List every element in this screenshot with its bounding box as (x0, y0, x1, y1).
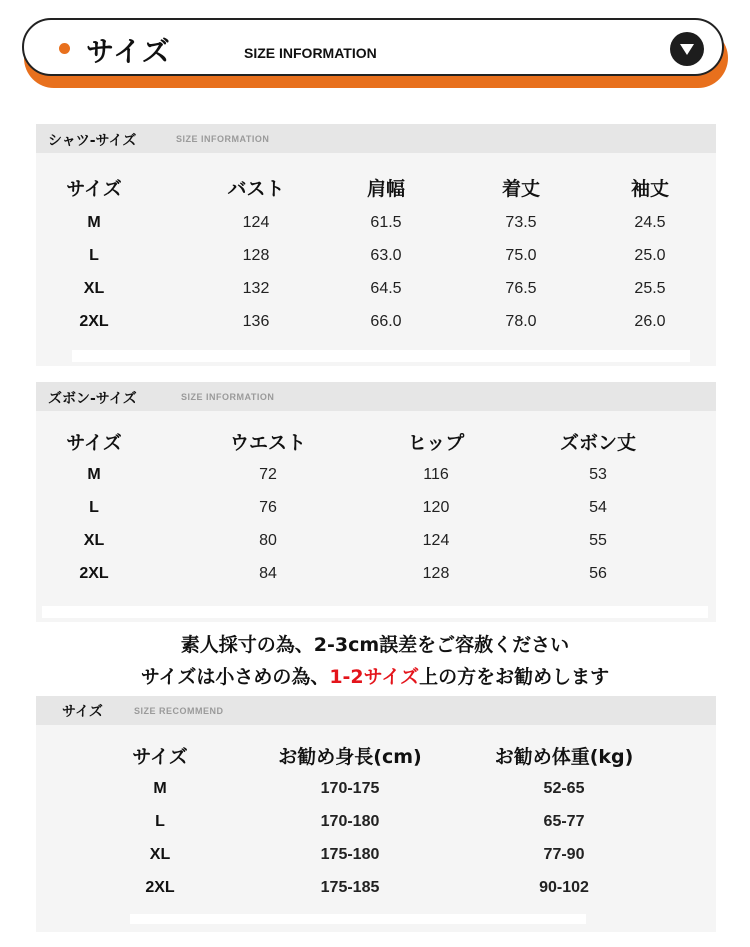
size-label: L (89, 499, 99, 516)
table-cell: 170-175 (320, 780, 380, 797)
panel-title: シャツ-サイズ (48, 133, 137, 149)
table-cell: 76.5 (505, 280, 537, 297)
panel-title-bar (36, 124, 716, 153)
table-cell: 175-185 (320, 879, 380, 896)
table-cell: 65-77 (543, 813, 585, 830)
panel-title-bar (36, 696, 716, 725)
table-cell: 170-180 (320, 813, 380, 830)
table-cell: 55 (589, 532, 607, 549)
size-label: L (89, 247, 99, 264)
divider (72, 350, 690, 362)
table-cell: 78.0 (505, 313, 537, 330)
table-cell: 26.0 (634, 313, 666, 330)
chevron-down-button[interactable] (670, 32, 704, 66)
panel-info: SIZE INFORMATION (176, 134, 270, 144)
column-header: バスト (227, 178, 285, 200)
table-cell: 25.0 (634, 247, 666, 264)
column-header: サイズ (66, 432, 122, 454)
size-label: 2XL (79, 313, 109, 330)
note-text: 上の方をお勧めします (419, 666, 610, 688)
panel-info: SIZE INFORMATION (181, 392, 275, 402)
table-cell: 128 (242, 247, 270, 264)
table-cell: 73.5 (505, 214, 537, 231)
column-header: ズボン丈 (559, 432, 637, 454)
header-subtitle: SIZE INFORMATION (244, 45, 377, 61)
table-cell: 64.5 (370, 280, 402, 297)
table-cell: 56 (589, 565, 607, 582)
table-cell: 116 (423, 466, 449, 483)
table-cell: 80 (259, 532, 277, 549)
column-header: ヒップ (407, 432, 465, 454)
size-label: 2XL (79, 565, 109, 582)
column-header: サイズ (66, 178, 122, 200)
chevron-down-icon (670, 32, 704, 66)
table-cell: 124 (242, 214, 270, 231)
table-cell: 25.5 (634, 280, 666, 297)
table-cell: 84 (259, 565, 277, 582)
panel-title-bar (36, 382, 716, 411)
table-cell: 175-180 (320, 846, 380, 863)
table-cell: 124 (422, 532, 450, 549)
table-cell: 52-65 (543, 780, 585, 797)
table-cell: 77-90 (543, 846, 585, 863)
divider (130, 914, 586, 924)
panel-info: SIZE RECOMMEND (134, 706, 224, 716)
column-header: サイズ (132, 746, 188, 768)
table-cell: 132 (242, 280, 270, 297)
table-cell: 66.0 (370, 313, 402, 330)
column-header: お勧め身長(cm) (278, 746, 422, 768)
size-label: XL (149, 846, 171, 863)
note-line-2 (0, 662, 750, 689)
panel-title: サイズ (62, 704, 103, 720)
panel-title: ズボン-サイズ (48, 391, 137, 407)
size-label: L (155, 813, 165, 830)
shirt-size-panel (36, 124, 716, 366)
size-label: M (87, 214, 101, 231)
table-cell: 63.0 (370, 247, 402, 264)
size-label: M (153, 780, 167, 797)
table-cell: 54 (589, 499, 607, 516)
pants-size-panel (36, 382, 716, 622)
note-text: サイズは小さめの為、 (140, 666, 330, 688)
column-header: 肩幅 (366, 178, 406, 200)
size-recommend-panel (36, 696, 716, 932)
table-cell: 120 (422, 499, 450, 516)
table-cell: 136 (242, 313, 270, 330)
table-cell: 90-102 (539, 879, 589, 896)
table-cell: 61.5 (370, 214, 402, 231)
size-label: XL (83, 280, 105, 297)
table-cell: 128 (422, 565, 450, 582)
header-title: サイズ (86, 35, 171, 68)
table-cell: 72 (259, 466, 277, 483)
table-cell: 76 (259, 499, 277, 516)
table-cell: 53 (589, 466, 607, 483)
size-label: XL (83, 532, 105, 549)
section-header (22, 18, 724, 76)
table-cell: 75.0 (505, 247, 537, 264)
note-line-1: 素人採寸の為、2-3cm誤差をご容赦ください (180, 634, 570, 656)
column-header: ウエスト (229, 432, 307, 454)
column-header: 袖丈 (630, 178, 670, 200)
size-label: 2XL (145, 879, 175, 896)
column-header: 着丈 (501, 178, 541, 200)
column-header: お勧め体重(kg) (494, 746, 634, 768)
table-cell: 24.5 (634, 214, 666, 231)
note-highlight: 1-2サイズ (329, 666, 420, 688)
orange-dot-icon (59, 43, 70, 54)
size-label: M (87, 466, 101, 483)
divider (42, 606, 708, 618)
